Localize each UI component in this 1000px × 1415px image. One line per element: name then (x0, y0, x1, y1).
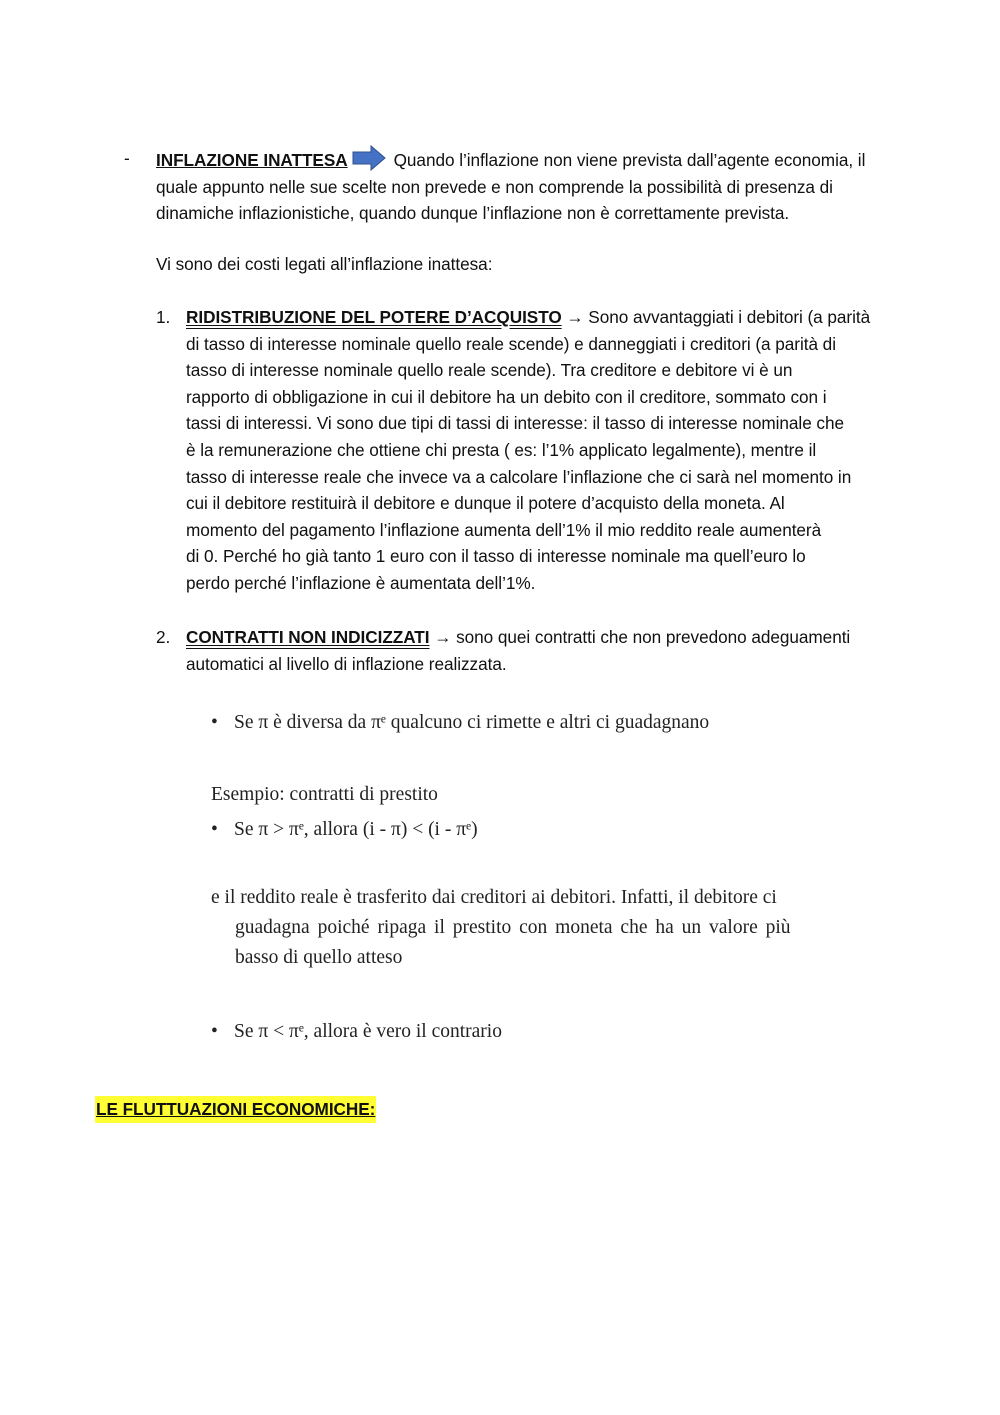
intro-line-text: Quando l’inflazione non viene prevista dall’agente economia, il (393, 150, 866, 170)
item-1-line: di tasso di interesse nominale quello reale scende) e danneggiati i creditori (a parità di (186, 333, 836, 354)
item-2-first-line (186, 624, 916, 651)
item-1-line: momento del pagamento l’inflazione aumenta dell’1% il mio reddito reale aumenterà (186, 519, 822, 540)
excerpt-bullet-text-2: Se π > πᵉ, allora (i - π) < (i - πᵉ) (234, 819, 478, 840)
excerpt-bullet-1: • (211, 712, 218, 733)
item-1-first-text: Sono avvantaggiati i debitori (a parità (588, 307, 871, 327)
item-1-first-line (186, 304, 916, 331)
intro-line-3: dinamiche inflazionistiche, quando dunque l’inflazione non è correttamente prevista. (156, 203, 790, 224)
item-1-line: perdo perché l’inflazione è aumentata dell’1%. (186, 572, 536, 593)
item-1-line: tasso di interesse reale che invece va a calcolare l’inflazione che ci sarà nel momento in (186, 466, 852, 487)
item-number-1: 1. (156, 307, 171, 327)
item-2-arrow: → (434, 627, 452, 647)
item-1-line: rapporto di obbligazione in cui il debitore ha un debito con il creditore, sommato con i (186, 386, 827, 407)
item-1-line: di 0. Perché ho già tanto 1 euro con il tasso di interesse nominale ma quell’euro lo (186, 546, 806, 567)
item-1-line: cui il debitore restituirà il debitore e dunque il potere d’acquisto della moneta. Al (186, 493, 785, 514)
item-1-arrow: → (566, 307, 584, 327)
list-dash: - (124, 148, 130, 168)
excerpt-para-line-1: e il reddito reale è trasferito dai creditori ai debitori. Infatti, il debitore ci (211, 887, 777, 908)
costs-intro: Vi sono dei costi legati all’inflazione inattesa: (156, 254, 493, 274)
item-2-first-text: sono quei contratti che non prevedono adeguamenti (456, 627, 851, 647)
item-2 (186, 624, 916, 677)
excerpt-bullet-3: • (211, 1021, 218, 1042)
excerpt-para-line-2: guadagna poiché ripaga il prestito con moneta che ha un valore più (235, 917, 791, 938)
item-2-line: automatici al livello di inflazione realizzata. (186, 653, 507, 674)
excerpt-bullet-text-3: Se π < πᵉ, allora è vero il contrario (234, 1021, 502, 1042)
excerpt-para-line-3: basso di quello atteso (235, 947, 403, 968)
excerpt-example-label: Esempio: contratti di prestito (211, 784, 438, 805)
item-1-title: RIDISTRIBUZIONE DEL POTERE D’ACQUISTO (186, 307, 562, 327)
item-1-line: tassi di interessi. Vi sono due tipi di tassi di interesse: il tasso di interesse nominale che (186, 413, 844, 434)
heading-inflazione-inattesa: INFLAZIONE INATTESA (156, 150, 348, 170)
item-2-title: CONTRATTI NON INDICIZZATI (186, 627, 430, 647)
excerpt-bullet-2: • (211, 819, 218, 840)
item-1 (186, 304, 916, 597)
section-heading-fluttuazioni: LE FLUTTUAZIONI ECONOMICHE: (95, 1096, 376, 1123)
item-number-2: 2. (156, 627, 171, 647)
intro-line-2: quale appunto nelle sue scelte non prevede e non comprende la possibilità di presenza di (156, 176, 833, 197)
intro-line-1 (156, 145, 916, 174)
item-1-line: tasso di interesse nominale quello reale scende). Tra creditore e debitore vi è un (186, 360, 793, 381)
intro-paragraph (156, 145, 916, 227)
right-arrow-icon (352, 145, 386, 171)
excerpt-bullet-text-1: Se π è diversa da πᵉ qualcuno ci rimette e altri ci guadagnano (234, 712, 710, 733)
item-1-line: è la remunerazione che ottiene chi presta ( es: l’1% applicato legalmente), mentre il (186, 439, 817, 460)
